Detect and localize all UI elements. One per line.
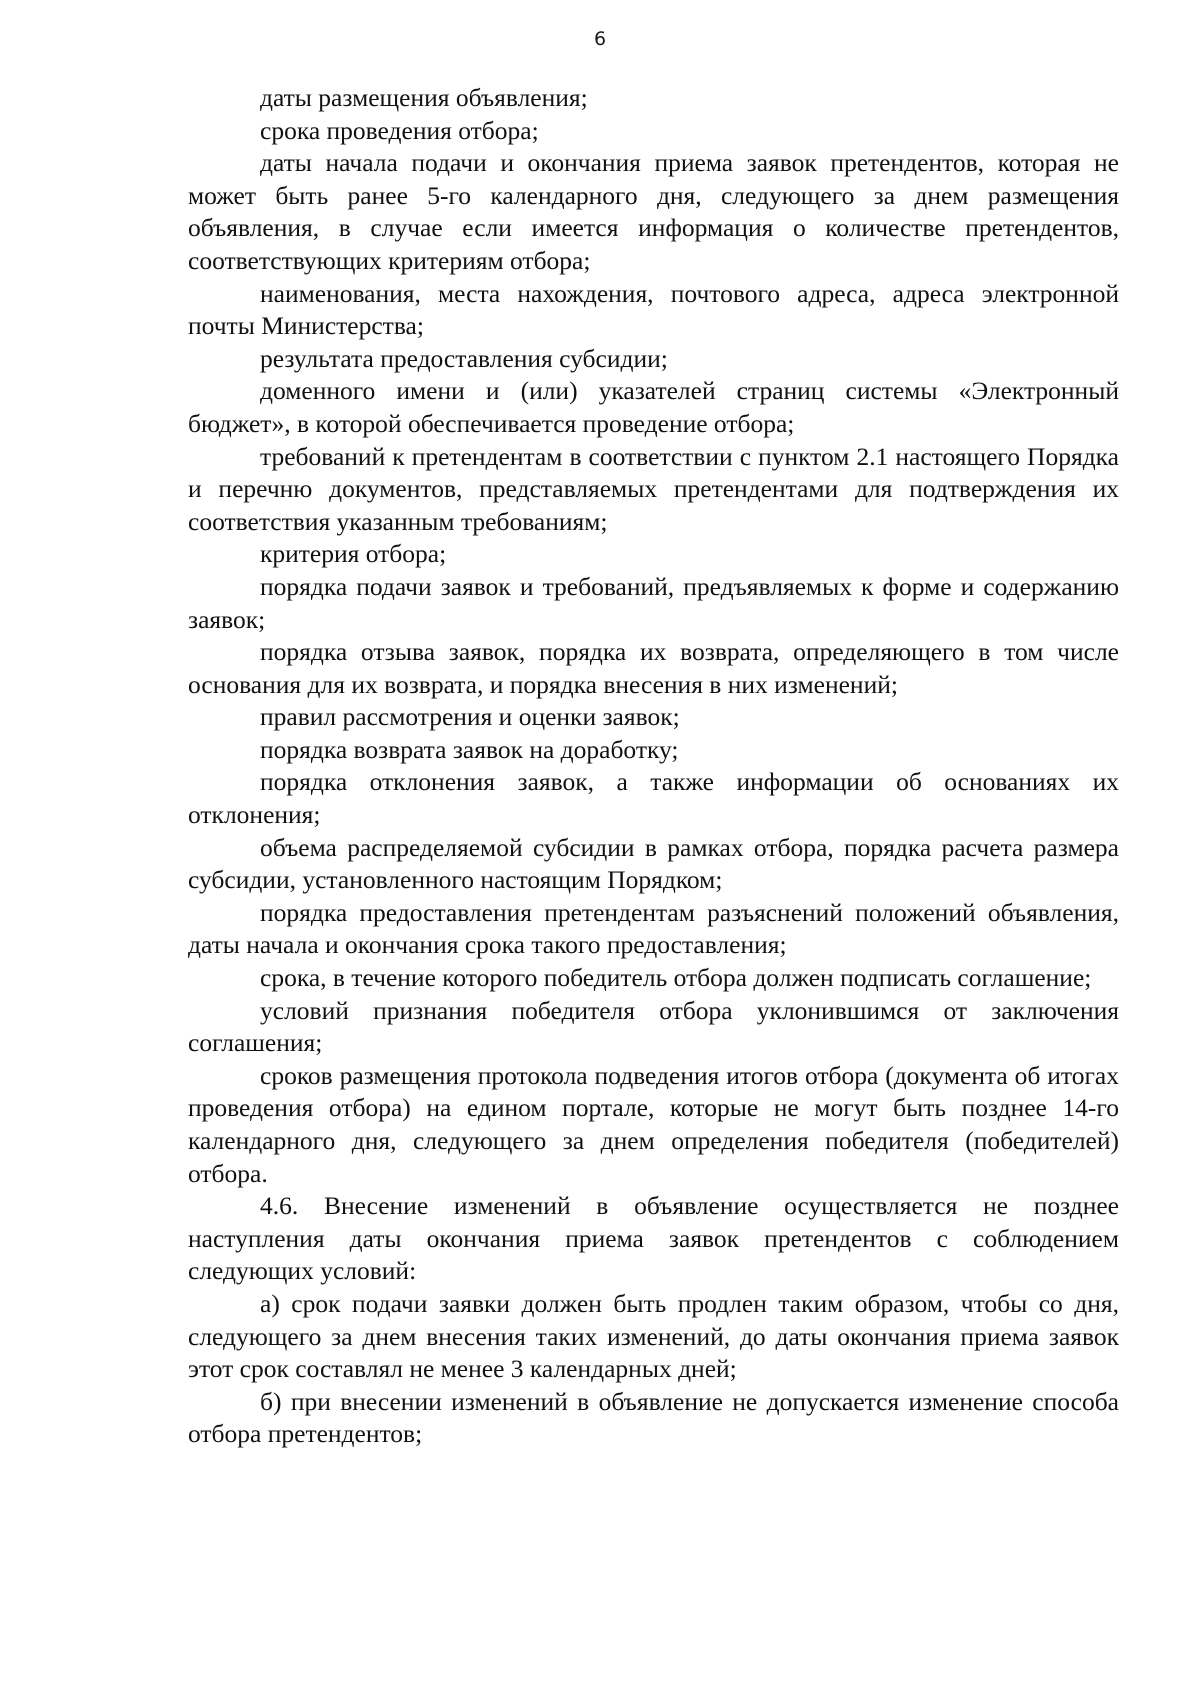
paragraph: даты начала подачи и окончания приема заявок претендентов, которая не может быть ранее 5-го календарного дня, следующего за днем размещения объявления, в случае если имеется информация о количестве претендентов, соответствующих критериям отбора; <box>188 148 1119 275</box>
paragraph: порядка отзыва заявок, порядка их возврата, определяющего в том числе основания для их возврата, и порядка внесения в них изменений; <box>188 637 1119 699</box>
paragraph: критерия отбора; <box>260 539 447 569</box>
paragraph: срока проведения отбора; <box>260 115 539 145</box>
paragraph: порядка возврата заявок на доработку; <box>260 734 679 764</box>
document-body <box>188 82 1119 1451</box>
paragraph: порядка отклонения заявок, а также информации об основаниях их отклонения; <box>188 767 1119 830</box>
section-paragraph: 4.6. Внесение изменений в объявление осуществляется не позднее наступления даты окончания приема заявок претендентов с соблюдением следующих условий: <box>188 1191 1119 1286</box>
paragraph: доменного имени и (или) указателей страниц системы «Электронный бюджет», в которой обеспечивается проведение отбора; <box>188 376 1119 438</box>
paragraph: наименования, места нахождения, почтового адреса, адреса электронной почты Министерства; <box>188 278 1119 341</box>
paragraph: порядка предоставления претендентам разъяснений положений объявления, даты начала и окончания срока такого предоставления; <box>188 897 1119 960</box>
list-item-a: а) срок подачи заявки должен быть продлен таким образом, чтобы со дня, следующего за днем внесения таких изменений, до даты окончания приема заявок этот срок составлял не менее 3 календарных дней; <box>188 1288 1119 1384</box>
paragraph: срока, в течение которого победитель отбора должен подписать соглашение; <box>260 963 1092 993</box>
paragraph: сроков размещения протокола подведения итогов отбора (документа об итогах проведения отбора) на едином портале, которые не могут быть позднее 14-го календарного дня, следующего за днем определения победителя (победителей) отбора. <box>188 1060 1119 1188</box>
paragraph: порядка подачи заявок и требований, предъявляемых к форме и содержанию заявок; <box>188 571 1119 634</box>
page-number: 6 <box>593 28 607 50</box>
paragraph: требований к претендентам в соответствии с пунктом 2.1 настоящего Порядка и перечню документов, представляемых претендентами для подтверждения их соответствия указанным требованиям; <box>188 441 1119 536</box>
paragraph: объема распределяемой субсидии в рамках отбора, порядка расчета размера субсидии, установленного настоящим Порядком; <box>188 832 1119 895</box>
paragraph: условий признания победителя отбора уклонившимся от заключения соглашения; <box>188 995 1119 1058</box>
paragraph: результата предоставления субсидии; <box>260 343 668 373</box>
paragraph: даты размещения объявления; <box>260 83 588 112</box>
list-item-b: б) при внесении изменений в объявление не допускается изменение способа отбора претендентов; <box>188 1386 1119 1449</box>
paragraph: правил рассмотрения и оценки заявок; <box>260 702 680 732</box>
